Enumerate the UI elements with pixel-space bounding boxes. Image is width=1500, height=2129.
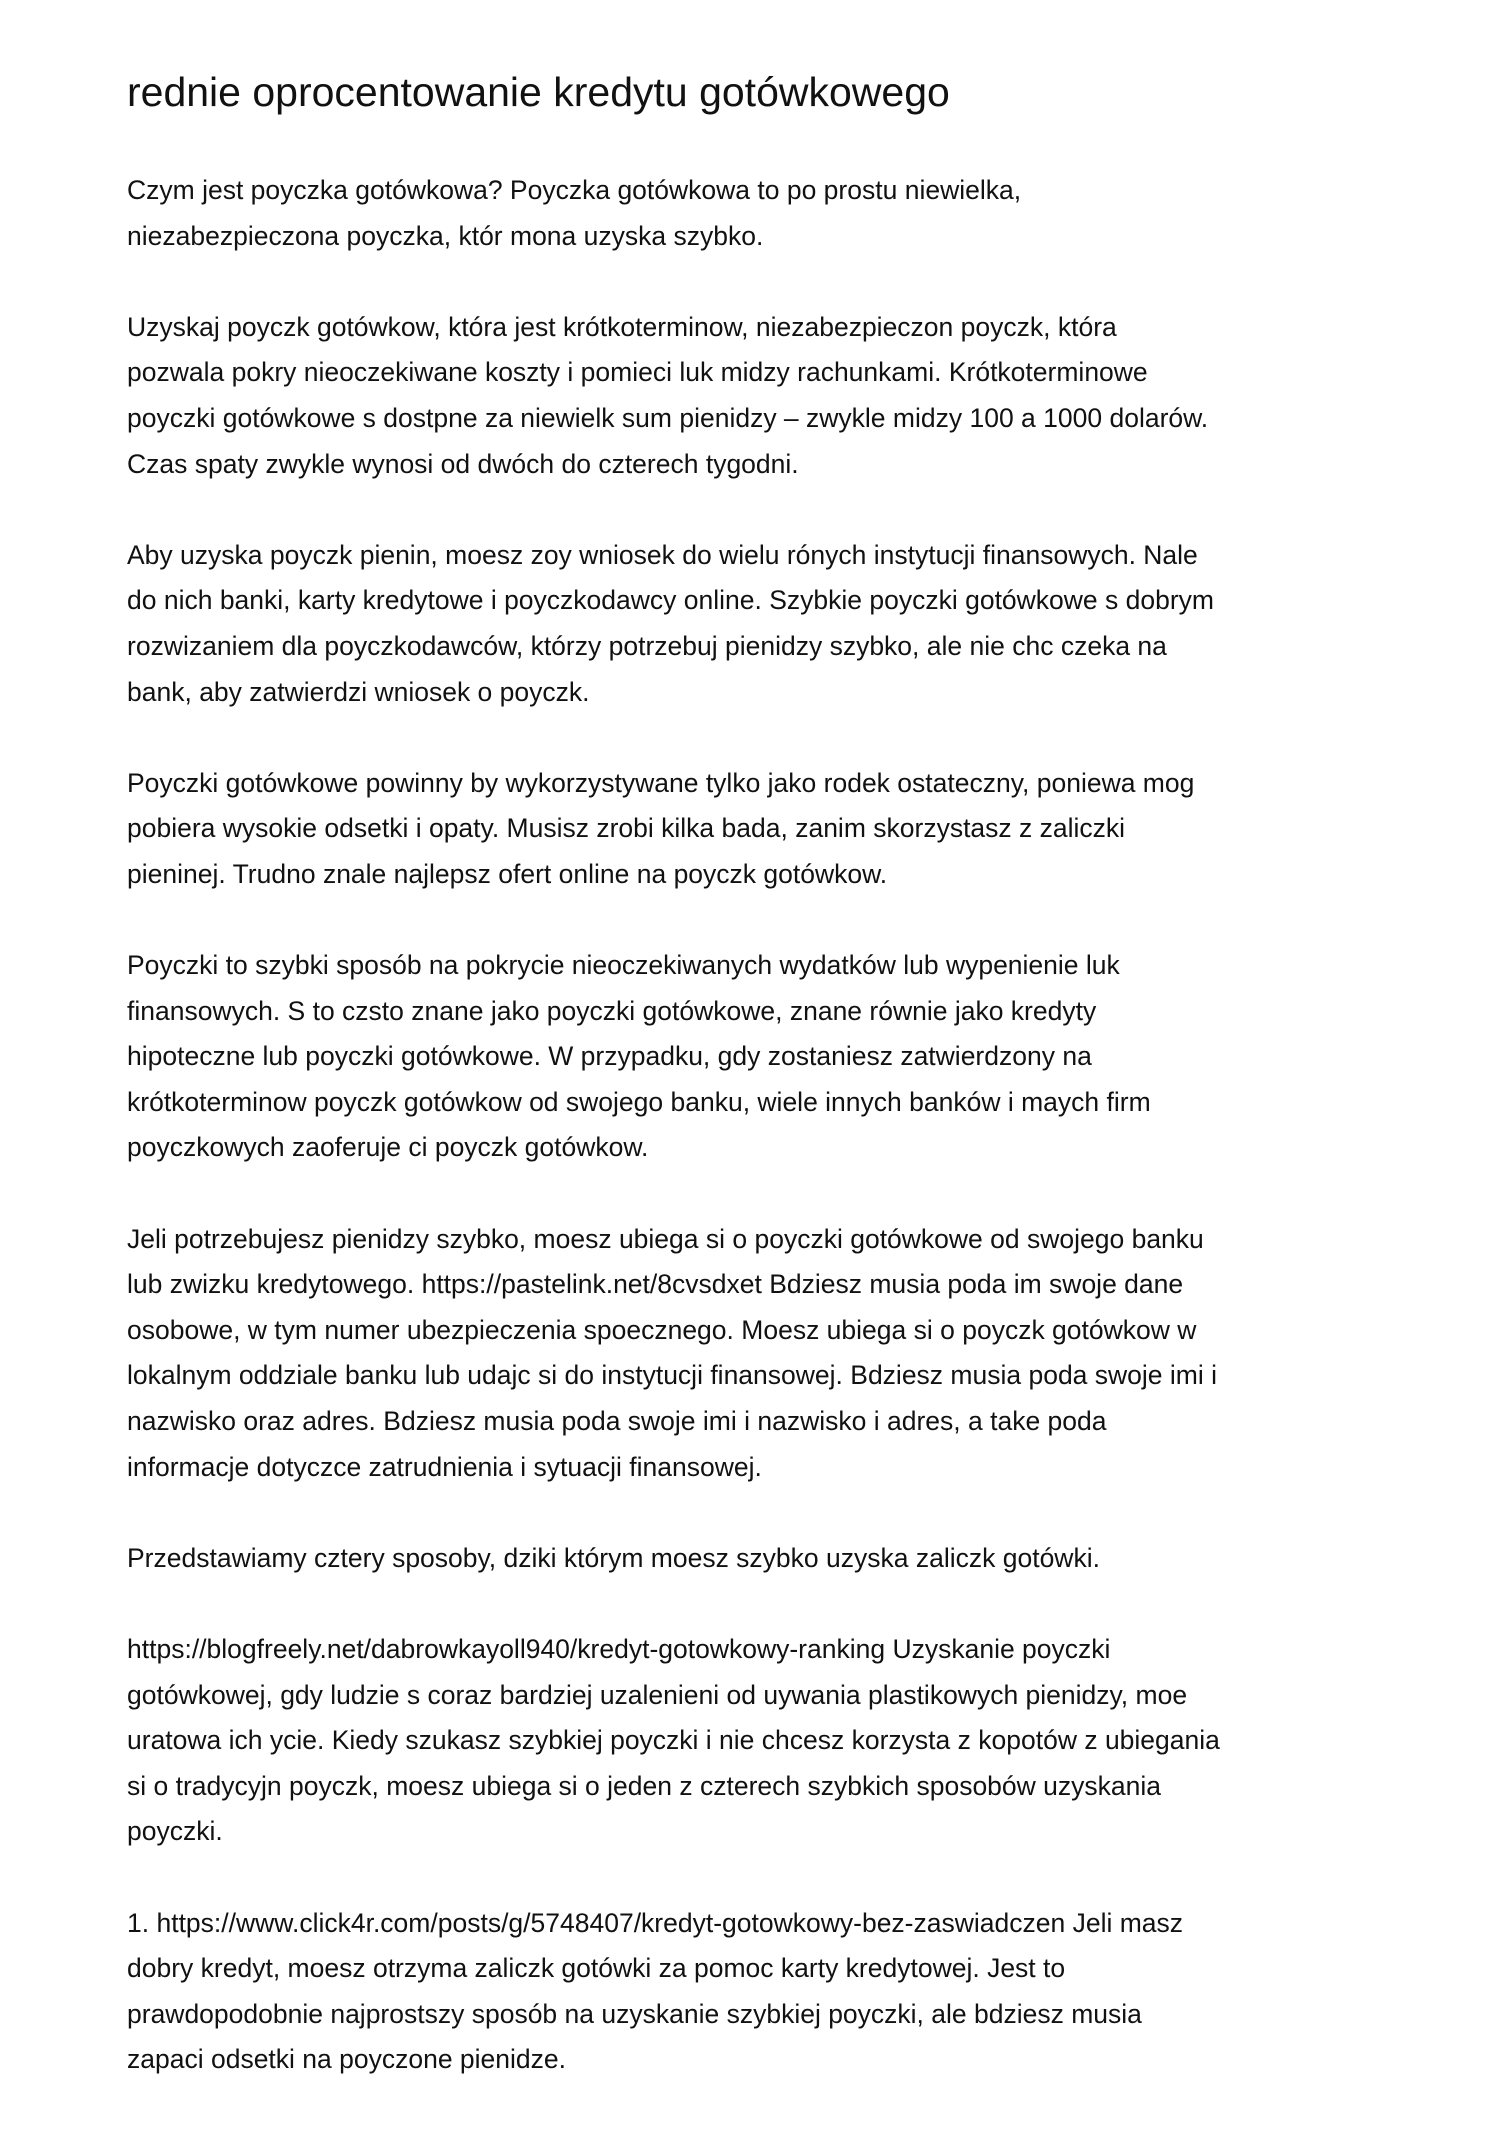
paragraph-last-resort <box>127 761 1397 898</box>
paragraph-line: finansowych. S to czsto znane jako poyczki gotówkowe, znane równie jako kredyty <box>127 995 1097 1026</box>
paragraph-line: Poyczki gotówkowe powinny by wykorzystywane tylko jako rodek ostateczny, poniewa mog <box>127 767 1195 798</box>
paragraph-line: krótkoterminow poyczk gotówkow od swojego banku, wiele innych banków i maych firm <box>127 1086 1151 1117</box>
paragraph-short-term-loan <box>127 305 1397 487</box>
paragraph-what-is-cash-loan <box>127 168 1397 259</box>
paragraph-line: si o tradycyjn poyczk, moesz ubiega si o jeden z czterech szybkich sposobów uzyskania <box>127 1770 1161 1801</box>
paragraph-line: Przedstawiamy cztery sposoby, dziki którym moesz szybko uzyska zaliczk gotówki. <box>127 1542 1100 1573</box>
paragraph-way-one-credit-card <box>127 1901 1397 2083</box>
paragraph-line: pobiera wysokie odsetki i opaty. Musisz zrobi kilka bada, zanim skorzystasz z zaliczki <box>127 813 1126 844</box>
paragraph-line: poyczki gotówkowe s dostpne za niewielk sum pienidzy – zwykle midzy 100 a 1000 dolarów. <box>127 402 1209 433</box>
paragraph-line: bank, aby zatwierdzi wniosek o poyczk. <box>127 676 590 707</box>
paragraph-line: lub zwizku kredytowego. https://pastelink.net/8cvsdxet Bdziesz musia poda im swoje dane <box>127 1269 1184 1300</box>
paragraph-line: nazwisko oraz adres. Bdziesz musia poda swoje imi i nazwisko i adres, a take poda <box>127 1406 1107 1437</box>
paragraph-line: https://blogfreely.net/dabrowkayoll940/kredyt-gotowkowy-ranking Uzyskanie poyczki <box>127 1634 1111 1664</box>
paragraph-line: Uzyskaj poyczk gotówkow, która jest krótkoterminow, niezabezpieczon poyczk, która <box>127 311 1117 342</box>
paragraph-line: pozwala pokry nieoczekiwane koszty i pomieci luk midzy rachunkami. Krótkoterminowe <box>127 357 1148 388</box>
document-page <box>127 60 1397 2129</box>
paragraph-line: zapaci odsetki na poyczone pienidze. <box>127 2044 567 2075</box>
paragraph-line: Aby uzyska poyczk pienin, moesz zoy wniosek do wielu rónych instytucji finansowych. Nale <box>127 539 1198 570</box>
paragraph-line: gotówkowej, gdy ludzie s coraz bardziej uzalenieni od uywania plastikowych pienidzy, moe <box>127 1679 1188 1710</box>
paragraph-line: Czas spaty zwykle wynosi od dwóch do czterech tygodni. <box>127 448 799 479</box>
paragraph-four-ways-intro <box>127 1536 1397 1582</box>
paragraph-line: poyczkowych zaoferuje ci poyczk gotówkow. <box>127 1132 649 1163</box>
paragraph-line: dobry kredyt, moesz otrzyma zaliczk gotówki za pomoc karty kredytowej. Jest to <box>127 1953 1066 1984</box>
paragraph-line: do nich banki, karty kredytowe i poyczkodawcy online. Szybkie poyczki gotówkowe s dobrym <box>127 585 1215 616</box>
paragraph-line: pieninej. Trudno znale najlepsz ofert online na poyczk gotówkow. <box>127 858 888 889</box>
paragraph-line: rozwizaniem dla poyczkodawców, którzy potrzebuj pienidzy szybko, ale nie chc czeka na <box>127 630 1167 661</box>
paragraph-line: 1. https://www.click4r.com/posts/g/5748407/kredyt-gotowkowy-bez-zaswiadczen Jeli masz <box>127 1907 1184 1938</box>
paragraph-line: osobowe, w tym numer ubezpieczenia spoecznego. Moesz ubiega si o poyczk gotówkow w <box>127 1314 1197 1345</box>
paragraph-need-money-fast <box>127 1217 1397 1491</box>
paragraph-quick-way <box>127 943 1397 1171</box>
paragraph-line: informacje dotyczce zatrudnienia i sytuacji finansowej. <box>127 1451 762 1482</box>
paragraph-plastic-money <box>127 1627 1397 1855</box>
paragraph-how-to-apply <box>127 533 1397 715</box>
paragraph-line: Czym jest poyczka gotówkowa? Poyczka gotówkowa to po prostu niewielka, <box>127 175 1022 205</box>
paragraph-line: uratowa ich ycie. Kiedy szukasz szybkiej poyczki i nie chcesz korzysta z kopotów z ubiegania <box>127 1725 1220 1756</box>
paragraph-line: Jeli potrzebujesz pienidzy szybko, moesz ubiega si o poyczki gotówkowe od swojego banku <box>127 1223 1204 1254</box>
paragraph-line: hipoteczne lub poyczki gotówkowe. W przypadku, gdy zostaniesz zatwierdzony na <box>127 1041 1092 1072</box>
paragraph-line: Poyczki to szybki sposób na pokrycie nieoczekiwanych wydatków lub wypenienie luk <box>127 950 1120 981</box>
paragraph-line: poyczki. <box>127 1816 223 1847</box>
paragraph-line: niezabezpieczona poyczka, któr mona uzyska szybko. <box>127 220 764 251</box>
document-title: rednie oprocentowanie kredytu gotówkowego <box>127 69 950 115</box>
paragraph-line: prawdopodobnie najprostszy sposób na uzyskanie szybkiej poyczki, ale bdziesz musia <box>127 1998 1142 2029</box>
paragraph-line: lokalnym oddziale banku lub udajc si do instytucji finansowej. Bdziesz musia poda swoje imi i <box>127 1360 1217 1391</box>
